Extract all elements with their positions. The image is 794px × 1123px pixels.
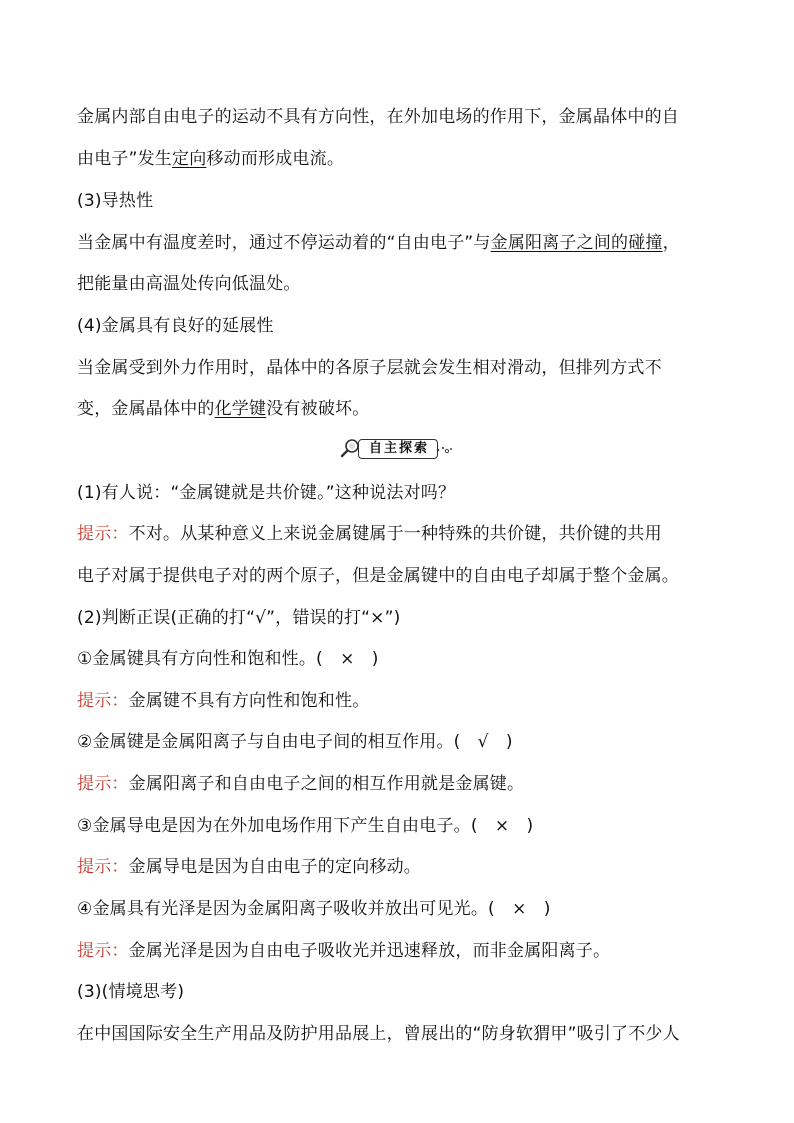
paragraph-line bbox=[77, 565, 727, 587]
paragraph-line bbox=[77, 273, 727, 295]
underlined-term: 定向 bbox=[172, 149, 207, 169]
text: 在中国国际安全生产用品及防护用品展上，曾展出的“防身软猬甲”吸引了不少人 bbox=[77, 1024, 680, 1044]
text: 不对。从某种意义上来说金属键属于一种特殊的共价键，共价键的共用 bbox=[128, 524, 662, 544]
statement bbox=[77, 815, 727, 837]
text: ③金属导电是因为在外加电场作用下产生自由电子。( × ) bbox=[77, 816, 534, 836]
hint-line bbox=[77, 940, 727, 962]
paragraph-line bbox=[77, 106, 727, 128]
hint-line bbox=[77, 523, 727, 545]
text: 金属导电是因为自由电子的定向移动。 bbox=[128, 857, 422, 877]
text: 金属阳离子和自由电子之间的相互作用就是金属键。 bbox=[128, 774, 525, 794]
section-badge bbox=[340, 436, 455, 460]
paragraph-line bbox=[77, 357, 727, 379]
text: ②金属键是金属阳离子与自由电子间的相互作用。( √ ) bbox=[77, 732, 513, 752]
hint-line bbox=[77, 856, 727, 878]
text: 电子对属于提供电子对的两个原子，但是金属键中的自由电子却属于整个金属。 bbox=[77, 566, 679, 586]
text: ①金属键具有方向性和饱和性。( × ) bbox=[77, 649, 379, 669]
section-heading bbox=[77, 190, 727, 212]
text: 当金属中有温度差时，通过不停运动着的“自由电子”与 bbox=[77, 233, 491, 253]
hint-line bbox=[77, 690, 727, 712]
question bbox=[77, 607, 727, 629]
hint-line bbox=[77, 773, 727, 795]
text: 变，金属晶体中的 bbox=[77, 399, 215, 419]
text: 当金属受到外力作用时，晶体中的各原子层就会发生相对滑动，但排列方式不 bbox=[77, 358, 662, 378]
text: 由电子”发生 bbox=[77, 149, 173, 169]
text: ④金属具有光泽是因为金属阳离子吸收并放出可见光。( × ) bbox=[77, 899, 551, 919]
hint-label: 提示： bbox=[77, 941, 129, 961]
hint-label: 提示： bbox=[77, 524, 129, 544]
text: 金属光泽是因为自由电子吸收光并迅速释放，而非金属阳离子。 bbox=[128, 941, 611, 961]
section-heading bbox=[77, 315, 727, 337]
text: (3)导热性 bbox=[77, 191, 154, 211]
paragraph-line bbox=[77, 232, 727, 254]
paragraph-line bbox=[77, 148, 727, 170]
text: (2)判断正误(正确的打“√”，错误的打“×”) bbox=[77, 608, 401, 628]
statement bbox=[77, 898, 727, 920]
text: (3)(情境思考) bbox=[77, 982, 185, 1002]
sparkle-icon bbox=[435, 444, 453, 456]
text: 金属键不具有方向性和饱和性。 bbox=[128, 691, 370, 711]
text: 没有被破坏。 bbox=[266, 399, 370, 419]
question bbox=[77, 981, 727, 1003]
text: ， bbox=[662, 233, 680, 253]
question bbox=[77, 482, 727, 504]
hint-label: 提示： bbox=[77, 691, 129, 711]
paragraph-line bbox=[77, 398, 727, 420]
text: 金属内部自由电子的运动不具有方向性，在外加电场的作用下，金属晶体中的自 bbox=[77, 107, 679, 127]
statement bbox=[77, 731, 727, 753]
underlined-term: 化学键 bbox=[214, 399, 267, 419]
text: (1)有人说：“金属键就是共价键。”这种说法对吗？ bbox=[77, 483, 456, 503]
text: 把能量由高温处传向低温处。 bbox=[77, 274, 301, 294]
paragraph-line bbox=[77, 1023, 727, 1045]
statement bbox=[77, 648, 727, 670]
hint-label: 提示： bbox=[77, 774, 129, 794]
text: 移动而形成电流。 bbox=[206, 149, 345, 169]
badge-label: 自主探索 bbox=[358, 439, 438, 459]
hint-label: 提示： bbox=[77, 857, 129, 877]
text: (4)金属具有良好的延展性 bbox=[77, 316, 274, 336]
underlined-term: 金属阳离子之间的碰撞 bbox=[490, 233, 663, 253]
